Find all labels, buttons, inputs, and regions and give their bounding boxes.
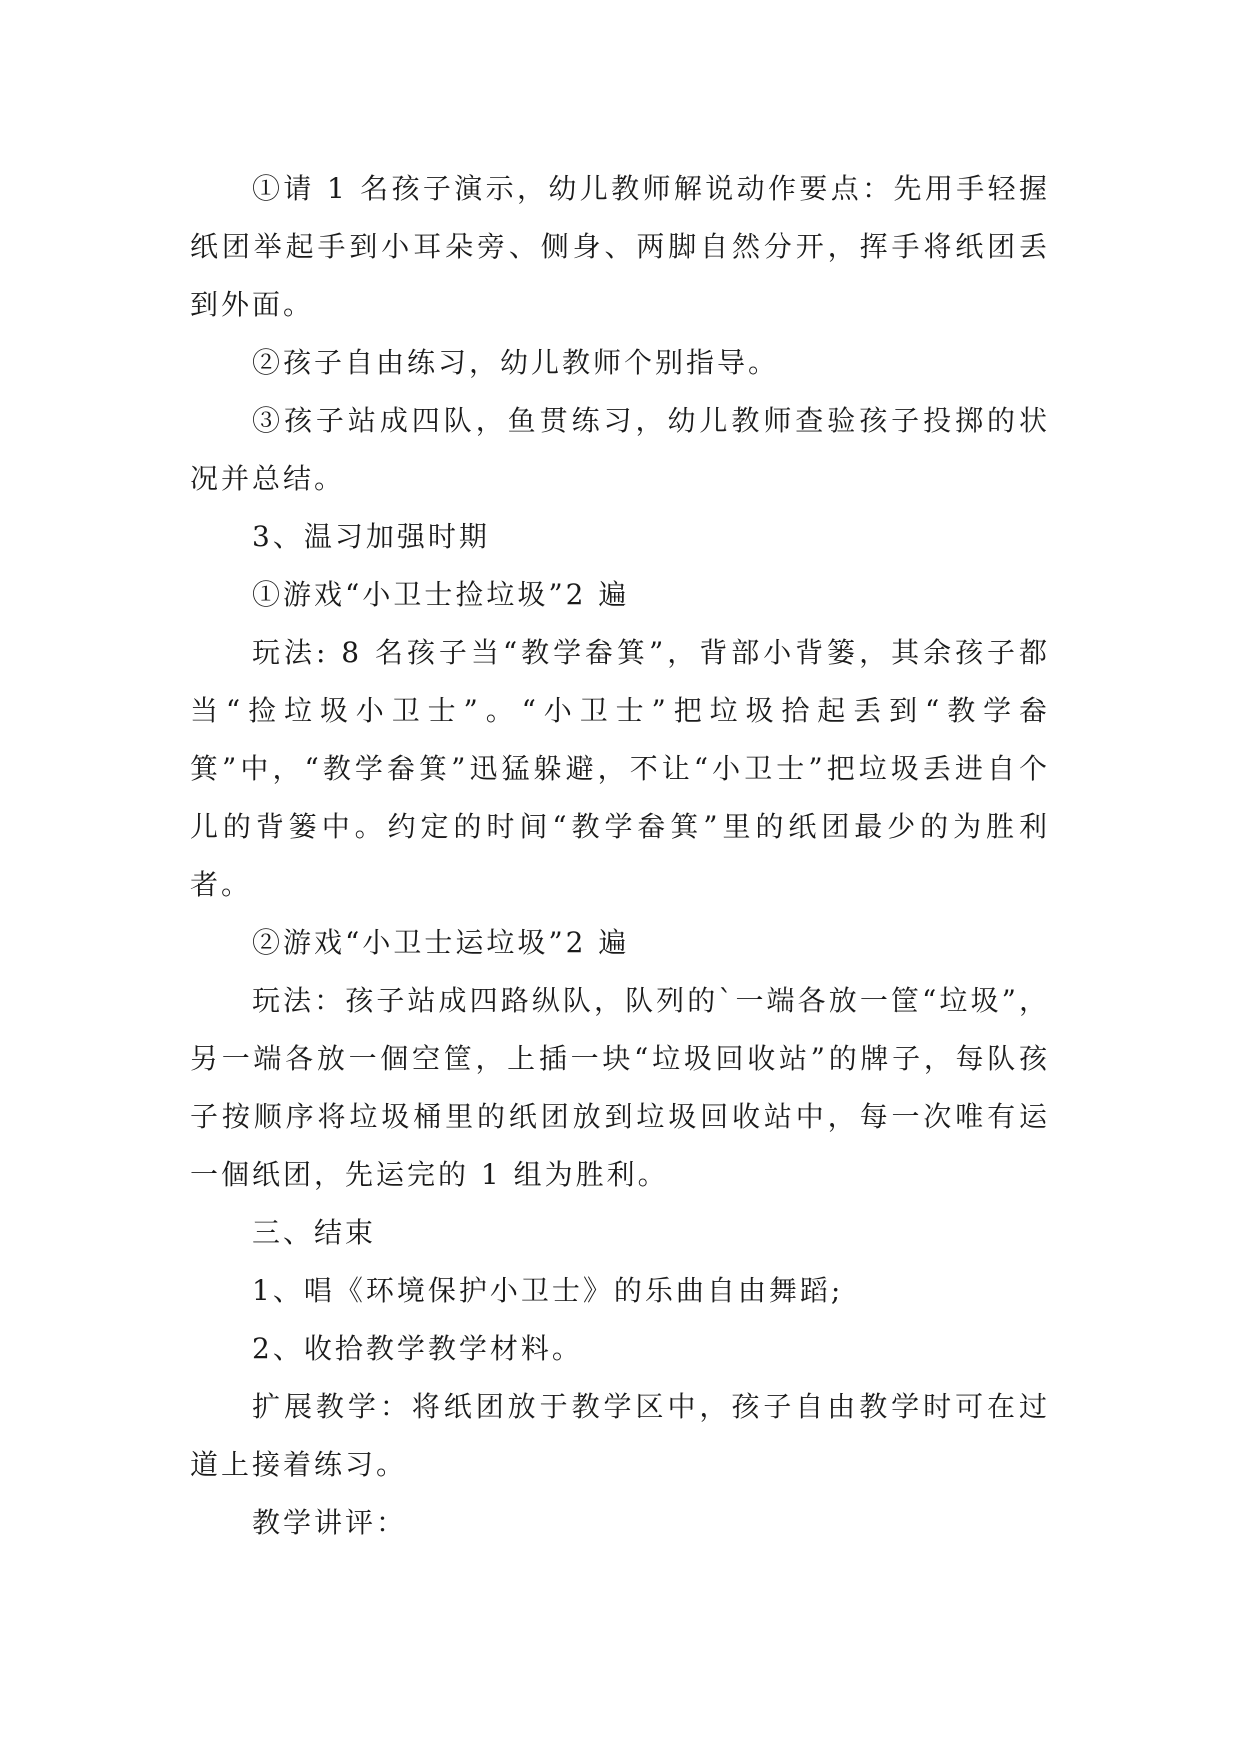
paragraph-game-2-title: ②游戏“小卫士运垃圾”2 遍 — [252, 926, 630, 959]
paragraph-evaluation: 教学讲评： — [252, 1506, 408, 1539]
paragraph-queue-practice: ③孩子站成四队，鱼贯练习，幼儿教师查验孩子投掷的状况并总结。 — [190, 404, 1050, 495]
paragraph-ending-song: 1、唱《环境保护小卫士》的乐曲自由舞蹈; — [252, 1274, 844, 1307]
paragraph-game-2-rules: 玩法：孩子站成四路纵队，队列的`一端各放一筐“垃圾”，另一端各放一個空筐，上插一块“垃圾回收站”的牌子，每队孩子按顺序将垃圾桶里的纸团放到垃圾回收站中，每一次唯有运一個纸团，先运完的 1 组为胜利。 — [190, 984, 1050, 1191]
paragraph-ending-cleanup: 2、收拾教学教学材料。 — [252, 1332, 583, 1365]
document-body — [190, 160, 1050, 1552]
paragraph-free-practice: ②孩子自由练习，幼儿教师个别指导。 — [252, 346, 780, 379]
paragraph-extension: 扩展教学：将纸团放于教学区中，孩子自由教学时可在过道上接着练习。 — [190, 1390, 1050, 1481]
section-heading-ending: 三、结束 — [252, 1216, 377, 1249]
paragraph-game-1-title: ①游戏“小卫士捡垃圾”2 遍 — [252, 578, 630, 611]
paragraph-game-1-rules: 玩法: 8 名孩子当“教学畚箕”，背部小背篓，其余孩子都当“捡垃圾小卫士”。“小卫士”把垃圾拾起丢到“教学畚箕”中，“教学畚箕”迅猛躲避，不让“小卫士”把垃圾丢进自个儿的背篓中。约定的时间“教学畚箕”里的纸团最少的为胜利者。 — [190, 636, 1050, 901]
paragraph-demonstration: ①请 1 名孩子演示，幼儿教师解说动作要点：先用手轻握纸团举起手到小耳朵旁、侧身、两脚自然分开，挥手将纸团丢到外面。 — [190, 172, 1050, 321]
section-heading-review: 3、温习加强时期 — [252, 520, 490, 553]
